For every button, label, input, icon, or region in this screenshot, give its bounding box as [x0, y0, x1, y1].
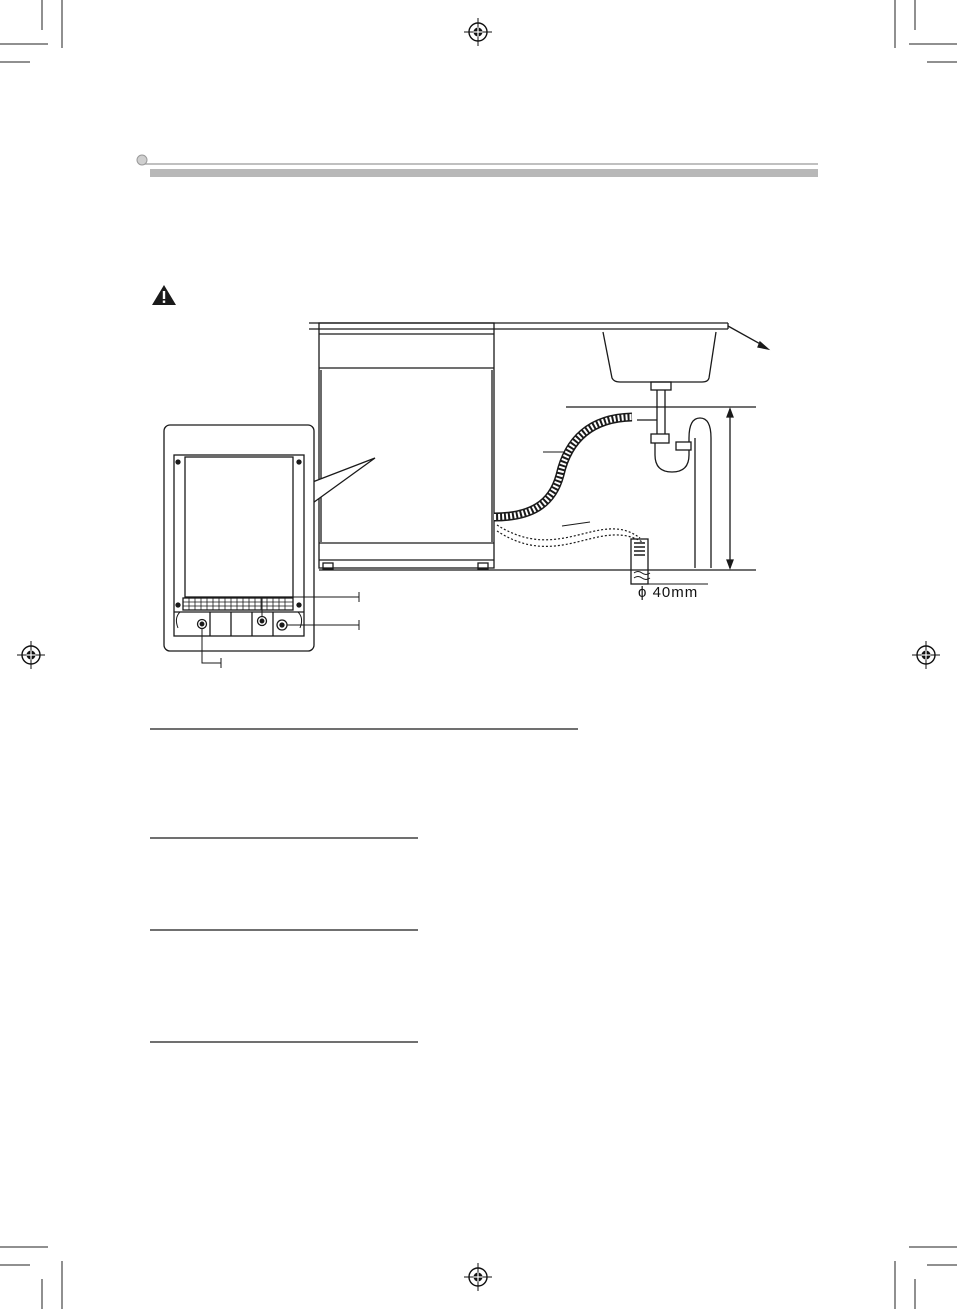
sink-basin — [603, 332, 716, 390]
height-dimension — [727, 409, 733, 568]
dishwasher-body — [319, 323, 494, 569]
sink-trap — [637, 390, 719, 568]
countertop — [309, 323, 768, 349]
installation-diagram — [164, 323, 768, 668]
drain-diameter-label: ϕ 40mm — [638, 584, 699, 601]
registration-crosshair-icon — [17, 641, 45, 669]
text-rules — [150, 729, 578, 1042]
registration-crosshair-icon — [912, 641, 940, 669]
standpipe — [631, 539, 708, 584]
registration-crosshair-icon — [464, 1263, 492, 1291]
section-header-rule — [137, 155, 818, 177]
rear-view-inset — [164, 425, 314, 651]
drain-hose — [494, 417, 632, 517]
alternate-drain-hose — [497, 522, 644, 546]
registration-crosshair-icon — [464, 18, 492, 46]
warning-triangle-icon — [152, 285, 176, 305]
callout-wedge — [310, 458, 375, 505]
